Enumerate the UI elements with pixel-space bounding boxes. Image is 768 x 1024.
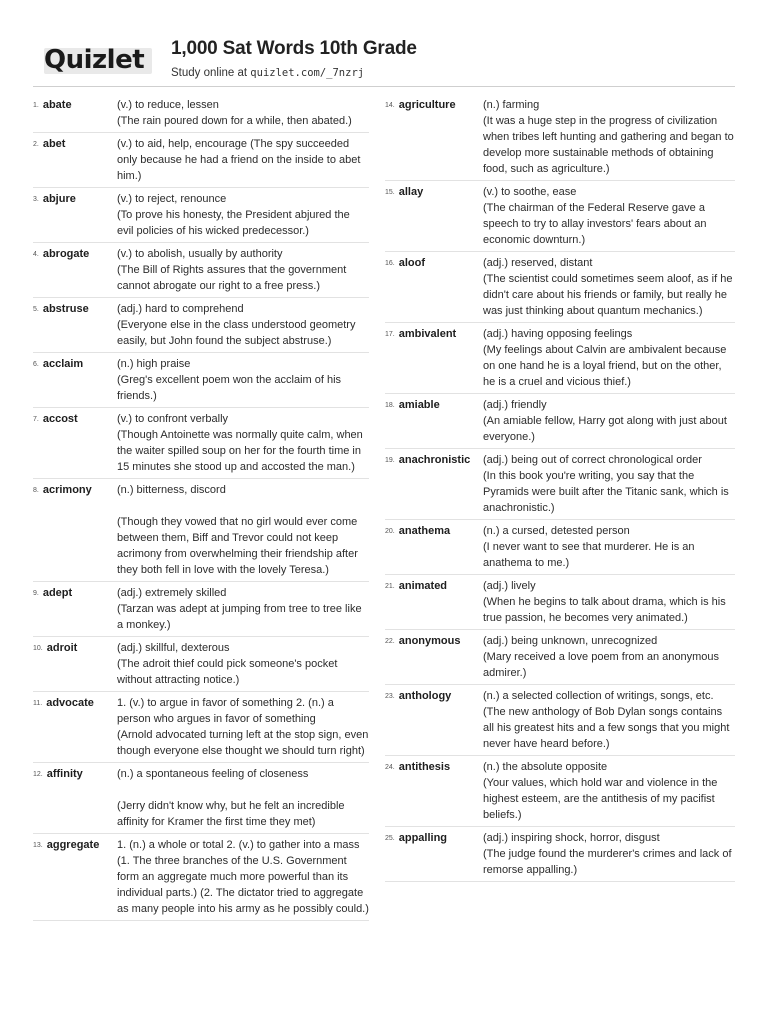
term-word-cell	[385, 523, 483, 571]
definition-line: (Everyone else in the class understood geometry easily, but John found the subject abstruse.)	[117, 319, 356, 347]
term-number: 25.	[385, 835, 395, 842]
term-word-cell	[33, 301, 117, 349]
term-word: agriculture	[398, 99, 456, 111]
definition-line: (In this book you're writing, you say that the Pyramids were built after the Titanic sank, which is anachronistic.)	[483, 470, 729, 514]
page-header	[0, 0, 768, 88]
term-word: abstruse	[42, 303, 89, 315]
term-row	[33, 637, 369, 692]
term-row	[385, 520, 735, 575]
definition-line: (The scientist could sometimes seem aloof, as if he didn't care about his friends or family, but really he was just thinking about quantum mechanics.)	[483, 273, 733, 317]
term-definition	[117, 837, 369, 917]
definition-line: (n.) high praise	[117, 358, 191, 370]
header-divider	[33, 86, 735, 87]
term-row	[33, 188, 369, 243]
term-definition	[483, 255, 735, 319]
term-number: 9.	[33, 590, 39, 597]
term-word: affinity	[46, 768, 83, 780]
term-definition	[117, 411, 369, 475]
term-word-cell	[385, 688, 483, 752]
definition-line: (The chairman of the Federal Reserve gave a speech to try to allay investors' fears about an economic downturn.)	[483, 202, 707, 246]
term-number: 18.	[385, 402, 395, 409]
term-word: anonymous	[398, 635, 461, 647]
definition-gap	[117, 498, 369, 514]
term-row	[385, 756, 735, 827]
term-number: 3.	[33, 196, 39, 203]
definition-line: (An amiable fellow, Harry got along with just about everyone.)	[483, 415, 727, 443]
term-definition	[483, 326, 735, 390]
term-definition	[483, 830, 735, 878]
term-word: anathema	[398, 525, 451, 537]
definition-line: (Your values, which hold war and violence in the highest esteem, are the antithesis of my pacifist beliefs.)	[483, 777, 718, 821]
definition-line: (Greg's excellent poem won the acclaim of his friends.)	[117, 374, 342, 402]
term-word-cell	[33, 97, 117, 129]
term-definition	[117, 301, 369, 349]
definition-line: (adj.) being out of correct chronological order	[483, 454, 702, 466]
definition-line: (v.) to reduce, lessen	[117, 99, 219, 111]
term-definition	[117, 766, 369, 830]
term-number: 5.	[33, 306, 39, 313]
term-number: 12.	[33, 771, 43, 778]
definition-line: (adj.) lively	[483, 580, 536, 592]
term-word-cell	[33, 246, 117, 294]
definition-line: 1. (v.) to argue in favor of something 2. (n.) a person who argues in favor of something	[117, 697, 334, 725]
definition-line: (v.) to aid, help, encourage (The spy succeeded only because he had a friend on the inside to abet him.)	[117, 138, 361, 182]
term-word-cell	[33, 191, 117, 239]
term-definition	[483, 578, 735, 626]
definition-line: (adj.) friendly	[483, 399, 547, 411]
term-word-cell	[385, 326, 483, 390]
term-definition	[117, 356, 369, 404]
definition-line: (adj.) hard to comprehend	[117, 303, 244, 315]
definition-line: (n.) farming	[483, 99, 540, 111]
study-online-line	[171, 65, 364, 81]
term-row	[33, 298, 369, 353]
term-definition	[483, 688, 735, 752]
term-word-cell	[33, 356, 117, 404]
left-term-column	[33, 94, 369, 921]
definition-line: (adj.) skillful, dexterous	[117, 642, 230, 654]
definition-line: (n.) bitterness, discord	[117, 484, 226, 496]
term-word-cell	[33, 585, 117, 633]
term-word: adroit	[46, 642, 78, 654]
term-row	[385, 181, 735, 252]
definition-line: (Arnold advocated turning left at the stop sign, even though everyone else thought we should turn right)	[117, 729, 369, 757]
definition-line: (I never want to see that murderer. He is an anathema to me.)	[483, 541, 695, 569]
term-row	[33, 834, 369, 921]
term-word-cell	[385, 759, 483, 823]
definition-line: (My feelings about Calvin are ambivalent because on one hand he is a loyal friend, but on the other, he is a cruel and vicious thief.)	[483, 344, 727, 388]
definition-line: (The adroit thief could pick someone's pocket without attracting notice.)	[117, 658, 338, 686]
definition-line: (n.) the absolute opposite	[483, 761, 608, 773]
right-term-column	[385, 94, 735, 882]
definition-line: (v.) to abolish, usually by authority	[117, 248, 283, 260]
definition-line: (To prove his honesty, the President abjured the evil policies of his wicked predecessor.)	[117, 209, 350, 237]
term-definition	[117, 482, 369, 578]
term-word: adept	[42, 587, 73, 599]
term-row	[33, 94, 369, 133]
term-number: 22.	[385, 638, 395, 645]
term-number: 16.	[385, 260, 395, 267]
term-word: aggregate	[46, 839, 100, 851]
term-number: 4.	[33, 251, 39, 258]
term-row	[385, 394, 735, 449]
definition-line: (adj.) inspiring shock, horror, disgust	[483, 832, 660, 844]
definition-line: (v.) to reject, renounce	[117, 193, 227, 205]
term-word-cell	[385, 97, 483, 177]
term-number: 19.	[385, 457, 395, 464]
term-number: 6.	[33, 361, 39, 368]
definition-line: (adj.) being unknown, unrecognized	[483, 635, 658, 647]
term-word: abrogate	[42, 248, 90, 260]
term-word-cell	[33, 411, 117, 475]
term-word: abet	[42, 138, 66, 150]
definition-line: (adj.) having opposing feelings	[483, 328, 633, 340]
term-word: aloof	[398, 257, 426, 269]
term-number: 1.	[33, 102, 39, 109]
term-definition	[117, 695, 369, 759]
definition-line: (adj.) reserved, distant	[483, 257, 593, 269]
term-word: animated	[398, 580, 448, 592]
term-number: 17.	[385, 331, 395, 338]
definition-line: (n.) a cursed, detested person	[483, 525, 630, 537]
term-number: 11.	[33, 700, 43, 707]
term-row	[385, 630, 735, 685]
term-word-cell	[385, 452, 483, 516]
definition-line: (The new anthology of Bob Dylan songs contains all his greatest hits and a few songs that you might never have heard before.)	[483, 706, 730, 750]
definition-line: (adj.) extremely skilled	[117, 587, 227, 599]
term-word-cell	[33, 766, 117, 830]
term-word: ambivalent	[398, 328, 457, 340]
term-word: abate	[42, 99, 72, 111]
term-row	[385, 827, 735, 882]
term-row	[385, 575, 735, 630]
term-definition	[117, 640, 369, 688]
definition-line: (n.) a spontaneous feeling of closeness	[117, 768, 309, 780]
definition-line: (Jerry didn't know why, but he felt an incredible affinity for Kramer the first time they met)	[117, 800, 345, 828]
definition-line: 1. (n.) a whole or total 2. (v.) to gather into a mass (1. The three branches of the U.S. Government form an aggregate much more powerful than its individual parts.) (2. The dictator tried to aggregate as many people into his army as he possibly could.)	[117, 839, 369, 915]
term-number: 15.	[385, 189, 395, 196]
term-number: 14.	[385, 102, 395, 109]
term-word: abjure	[42, 193, 76, 205]
definition-line: (The Bill of Rights assures that the government cannot abrogate our right to a free press.)	[117, 264, 347, 292]
term-word: anachronistic	[398, 454, 471, 466]
term-definition	[483, 97, 735, 177]
term-word: antithesis	[398, 761, 451, 773]
term-definition	[483, 759, 735, 823]
term-definition	[483, 633, 735, 681]
term-definition	[117, 585, 369, 633]
term-word-cell	[33, 482, 117, 578]
term-definition	[483, 397, 735, 445]
term-word-cell	[385, 184, 483, 248]
term-number: 20.	[385, 528, 395, 535]
term-word: amiable	[398, 399, 440, 411]
definition-line: (Though Antoinette was normally quite calm, when the waiter spilled soup on her for the fourth time in 15 minutes she stood up and accosted the man.)	[117, 429, 363, 473]
quizlet-logo: Quizlet	[44, 45, 145, 75]
term-definition	[483, 452, 735, 516]
term-word-cell	[385, 830, 483, 878]
term-word: acrimony	[42, 484, 92, 496]
term-number: 2.	[33, 141, 39, 148]
term-definition	[117, 191, 369, 239]
definition-line: (n.) a selected collection of writings, songs, etc.	[483, 690, 714, 702]
term-word-cell	[33, 837, 117, 917]
term-row	[33, 353, 369, 408]
term-definition	[483, 184, 735, 248]
definition-line: (Mary received a love poem from an anonymous admirer.)	[483, 651, 719, 679]
term-row	[385, 685, 735, 756]
term-row	[33, 133, 369, 188]
page-title: 1,000 Sat Words 10th Grade	[171, 38, 417, 59]
term-row	[385, 323, 735, 394]
term-row	[33, 763, 369, 834]
study-online-label: Study online at	[171, 67, 248, 79]
term-word: anthology	[398, 690, 452, 702]
term-definition	[483, 523, 735, 571]
term-number: 10.	[33, 645, 43, 652]
term-row	[33, 582, 369, 637]
definition-line: (v.) to confront verbally	[117, 413, 229, 425]
term-row	[33, 692, 369, 763]
term-row	[33, 479, 369, 582]
term-word: allay	[398, 186, 424, 198]
term-row	[385, 252, 735, 323]
term-number: 7.	[33, 416, 39, 423]
term-row	[33, 408, 369, 479]
term-word: advocate	[46, 697, 94, 709]
definition-line: (The rain poured down for a while, then abated.)	[117, 115, 352, 127]
term-number: 13.	[33, 842, 43, 849]
term-word-cell	[33, 136, 117, 184]
term-word-cell	[385, 578, 483, 626]
definition-gap	[117, 782, 369, 798]
study-url-link[interactable]: quizlet.com/_7nzrj	[250, 67, 365, 79]
term-word-cell	[33, 695, 117, 759]
term-row	[33, 243, 369, 298]
term-row	[385, 94, 735, 181]
term-word-cell	[385, 397, 483, 445]
definition-line: (It was a huge step in the progress of civilization when tribes left hunting and gathering and began to develop more sustainable methods of obtaining food, such as agriculture.)	[483, 115, 734, 175]
definition-line: (Tarzan was adept at jumping from tree to tree like a monkey.)	[117, 603, 362, 631]
term-word-cell	[33, 640, 117, 688]
term-number: 8.	[33, 487, 39, 494]
term-definition	[117, 246, 369, 294]
term-word-cell	[385, 255, 483, 319]
term-word-cell	[385, 633, 483, 681]
term-number: 21.	[385, 583, 395, 590]
term-word: appalling	[398, 832, 448, 844]
term-definition	[117, 136, 369, 184]
definition-line: (When he begins to talk about drama, which is his true passion, he becomes very animated.)	[483, 596, 726, 624]
definition-line: (The judge found the murderer's crimes and lack of remorse appalling.)	[483, 848, 732, 876]
definition-line: (v.) to soothe, ease	[483, 186, 577, 198]
term-number: 24.	[385, 764, 395, 771]
term-definition	[117, 97, 369, 129]
term-row	[385, 449, 735, 520]
term-word: accost	[42, 413, 78, 425]
term-word: acclaim	[42, 358, 84, 370]
term-number: 23.	[385, 693, 395, 700]
definition-line: (Though they vowed that no girl would ever come between them, Biff and Trevor could not keep acrimony from overwhelming their friendship after they both fell in love with the lovely Teresa.)	[117, 516, 358, 576]
